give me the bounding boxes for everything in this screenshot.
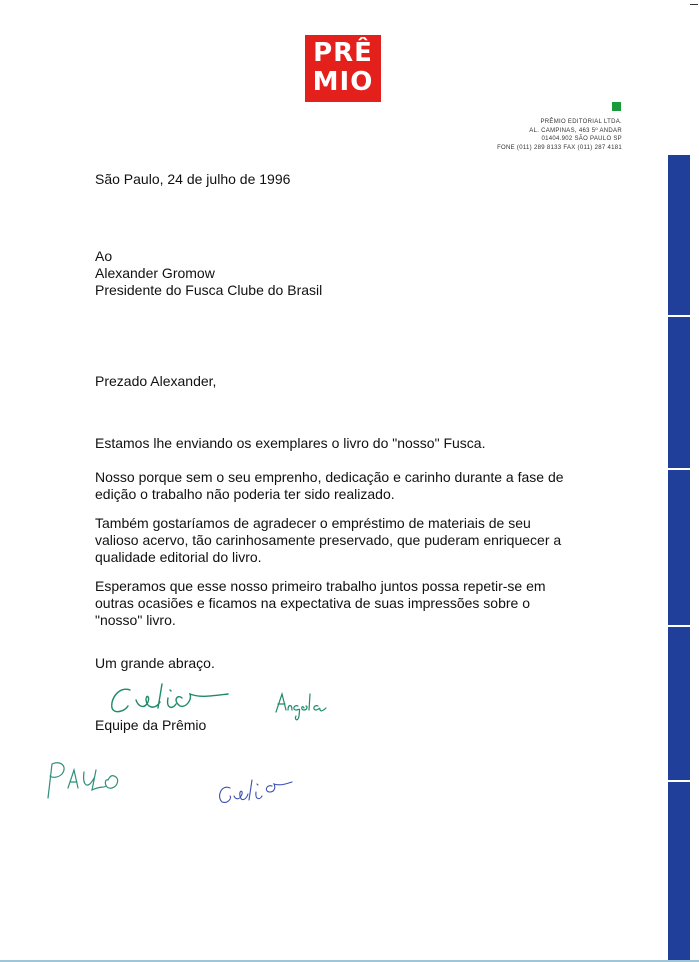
- closing: Um grande abraço.: [95, 655, 215, 671]
- address-line: PRÊMIO EDITORIAL LTDA.: [540, 119, 622, 125]
- address-line: AL. CAMPINAS, 463 5º ANDAR: [529, 127, 622, 134]
- premio-logo: [305, 35, 381, 102]
- letter-date: São Paulo, 24 de julho de 1996: [95, 171, 291, 187]
- paragraph-line: qualidade editorial do livro.: [95, 549, 262, 565]
- logo-line-2: MIO: [312, 67, 374, 97]
- letterhead-address: [497, 118, 622, 152]
- signer: Equipe da Prêmio: [95, 717, 207, 733]
- signature-celia-2: [212, 770, 302, 810]
- address-line: FONE (011) 289 8133 FAX (011) 287 4181: [497, 144, 622, 151]
- signature-paulo: [38, 756, 130, 806]
- paragraph-line: Estamos lhe enviando os exemplares o livro do "nosso" Fusca.: [95, 435, 486, 451]
- green-square-mark: [612, 102, 621, 111]
- recipient-line: Ao: [95, 248, 113, 264]
- paragraph-line: Esperamos que esse nosso primeiro trabalho juntos possa repetir-se em: [95, 578, 546, 594]
- side-blue-bar: [668, 155, 690, 962]
- signature-celia-1: [100, 676, 235, 721]
- paragraph-line: outras ocasiões e ficamos na expectativa de suas impressões sobre o: [95, 595, 531, 611]
- signature-angela: [272, 688, 332, 724]
- address-line: 01404.902 SÃO PAULO SP: [541, 136, 622, 142]
- paragraph-line: Também gostaríamos de agradecer o empréstimo de materiais de seu: [95, 515, 531, 531]
- recipient-title: Presidente do Fusca Clube do Brasil: [95, 282, 323, 298]
- paragraph-line: edição o trabalho não poderia ter sido realizado.: [95, 486, 395, 502]
- paragraph-line: valioso acervo, tão carinhosamente preservado, que puderam enriquecer a: [95, 532, 562, 548]
- recipient-name: Alexander Gromow: [95, 265, 215, 281]
- logo-line-1: PRÊ: [313, 38, 373, 68]
- salutation: Prezado Alexander,: [95, 373, 217, 389]
- scan-edge-mark: [690, 4, 698, 5]
- paragraph-line: Nosso porque sem o seu emprenho, dedicação e carinho durante a fase de: [95, 469, 564, 485]
- paragraph-line: "nosso" livro.: [95, 612, 176, 628]
